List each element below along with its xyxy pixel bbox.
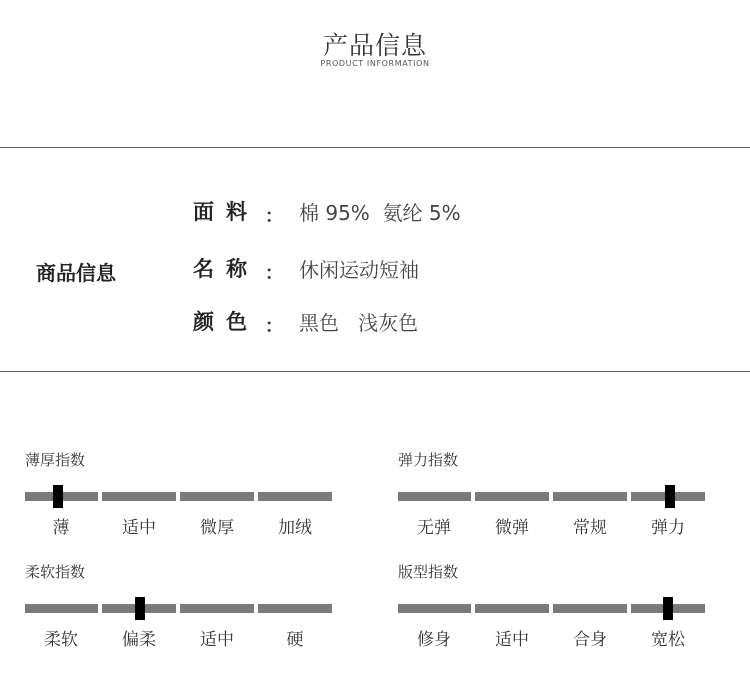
index-elasticity xyxy=(398,449,718,559)
index-label: 硬 xyxy=(286,630,304,650)
index-fit xyxy=(398,561,718,671)
index-label: 适中 xyxy=(200,630,234,650)
info-key: 名称 xyxy=(193,257,259,281)
page-title: 产品信息 xyxy=(322,31,427,60)
index-label: 适中 xyxy=(495,630,529,650)
index-bar-segment xyxy=(475,492,549,501)
index-label: 合身 xyxy=(573,630,607,650)
index-bar-segment xyxy=(25,604,98,613)
index-bar-segment xyxy=(258,604,332,613)
index-label: 微厚 xyxy=(200,518,234,538)
top-divider xyxy=(0,147,750,148)
info-value: 黑色 浅灰色 xyxy=(299,310,419,335)
info-row-fabric xyxy=(193,196,461,226)
index-label: 偏柔 xyxy=(122,630,156,650)
index-label: 柔软 xyxy=(44,630,78,650)
index-title: 版型指数 xyxy=(398,563,459,581)
index-bar-segment xyxy=(553,604,627,613)
index-bar-segment xyxy=(398,492,471,501)
info-colon: ： xyxy=(265,206,283,227)
index-bar-segment xyxy=(102,492,176,501)
index-label: 适中 xyxy=(122,518,156,538)
info-value: 棉 95% 氨纶 5% xyxy=(299,200,461,225)
index-bar-segment xyxy=(258,492,332,501)
index-label: 加绒 xyxy=(278,518,312,538)
info-value: 休闲运动短袖 xyxy=(299,257,419,282)
index-label: 薄 xyxy=(52,518,70,538)
index-bar-segment xyxy=(553,492,627,501)
index-bar-segment xyxy=(180,492,254,501)
index-marker xyxy=(663,597,673,620)
index-marker xyxy=(665,485,675,508)
index-thickness xyxy=(25,449,345,559)
index-label: 修身 xyxy=(417,630,451,650)
index-marker xyxy=(53,485,63,508)
index-label: 无弹 xyxy=(417,518,451,538)
index-label: 微弹 xyxy=(495,518,529,538)
bottom-divider xyxy=(0,371,750,372)
index-bar-segment xyxy=(180,604,254,613)
info-row-name xyxy=(193,253,419,283)
index-label: 常规 xyxy=(573,518,607,538)
info-colon: ： xyxy=(265,263,283,284)
info-key: 颜色 xyxy=(193,310,259,334)
index-label: 弹力 xyxy=(651,518,685,538)
info-key: 面料 xyxy=(193,200,259,224)
index-title: 薄厚指数 xyxy=(25,451,86,469)
index-marker xyxy=(135,597,145,620)
page-subtitle: PRODUCT INFORMATION xyxy=(320,59,430,68)
index-label: 宽松 xyxy=(651,630,685,650)
index-bar-segment xyxy=(475,604,549,613)
index-softness xyxy=(25,561,345,671)
info-row-color xyxy=(193,306,418,336)
index-title: 柔软指数 xyxy=(25,563,86,581)
index-bar-segment xyxy=(398,604,471,613)
section-label: 商品信息 xyxy=(36,261,116,285)
index-title: 弹力指数 xyxy=(398,451,459,469)
info-colon: ： xyxy=(265,316,283,337)
